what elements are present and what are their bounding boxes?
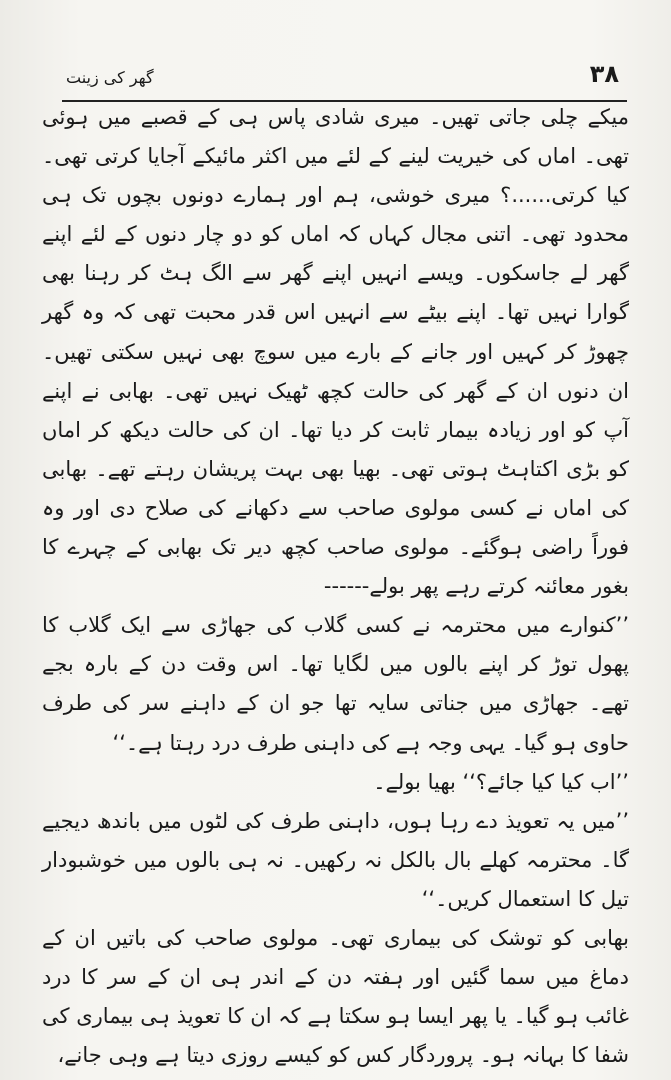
body-text bbox=[42, 98, 629, 1075]
paragraph: ’’اب کیا کیا جائے؟‘‘ بھیا بولے۔ bbox=[373, 769, 629, 794]
paragraph: ’’کنوارے میں محترمہ نے کسی گلاب کی جھاڑی سے ایک گلاب کا پھول توڑ کر اپنے بالوں میں لگایا تھا۔ اس وقت دن کے بارہ بجے تھے۔ جھاڑی میں جناتی سایہ تھا جو ان کے داہنے سر کی طرف حاوی ہو گیا۔ یہی وجہ ہے کی داہنی طرف درد رہتا ہے۔‘‘ bbox=[42, 613, 629, 755]
running-title: گھر کی زینت bbox=[66, 68, 154, 87]
page-number: ۳۸ bbox=[589, 60, 619, 88]
paragraph: بھابی کو توشک کی بیماری تھی۔ مولوی صاحب کی باتیں ان کے دماغ میں سما گئیں اور ہفتہ دن کے اندر ہی ان کے سر کا درد غائب ہو گیا۔ یا پھر ایسا ہو سکتا ہے کہ ان کا تعویذ ہی بیماری کی شفا کا بہانہ ہو۔ پروردگار کس کو کیسے روزی دیتا ہے وہی جانے، bbox=[42, 925, 629, 1068]
paragraph: ’’میں یہ تعویذ دے رہا ہوں، داہنی طرف کی لٹوں میں باندھ دیجیے گا۔ محترمہ کھلے بال بالکل نہ رکھیں۔ نہ ہی بالوں میں خوشبودار تیل کا استعمال کریں۔‘‘ bbox=[42, 808, 629, 911]
paragraph: میکے چلی جاتی تھیں۔ میری شادی پاس ہی کے قصبے میں ہوئی تھی۔ اماں کی خیریت لینے کے لئے میں اکثر مائیکے آجایا کرتی تھی۔ کیا کرتی......؟ میری خوشی، ہم اور ہمارے دونوں بچوں تک ہی محدود تھی۔ اتنی مجال کہاں کہ اماں کو دو چار دنوں کے لئے اپنے گھر لے جاسکوں۔ ویسے انہیں اپنے گھر سے الگ ہٹ کر رہنا بھی گوارا نہیں تھا۔ اپنے بیٹے سے انہیں اس قدر محبت تھی کہ وہ گھر چھوڑ کر کہیں اور جانے کے بارے میں سوچ بھی نہیں سکتی تھیں۔ ان دنوں ان کے گھر کی حالت کچھ ٹھیک نہیں تھی۔ بھابی نے اپنے آپ کو اور زیادہ بیمار ثابت کر دیا تھا۔ ان کی حالت دیکھ کر اماں کو بڑی اکتاہٹ ہوتی تھی۔ بھیا بھی بہت پریشان رہتے تھے۔ بھابی کی اماں نے کسی مولوی صاحب سے دکھانے کی صلاح دی اور وہ فوراً راضی ہوگئے۔ مولوی صاحب کچھ دیر تک بھابی کے چہرے کا بغور معائنہ کرتے رہے پھر بولے------ bbox=[42, 105, 629, 599]
page-header bbox=[62, 60, 627, 102]
